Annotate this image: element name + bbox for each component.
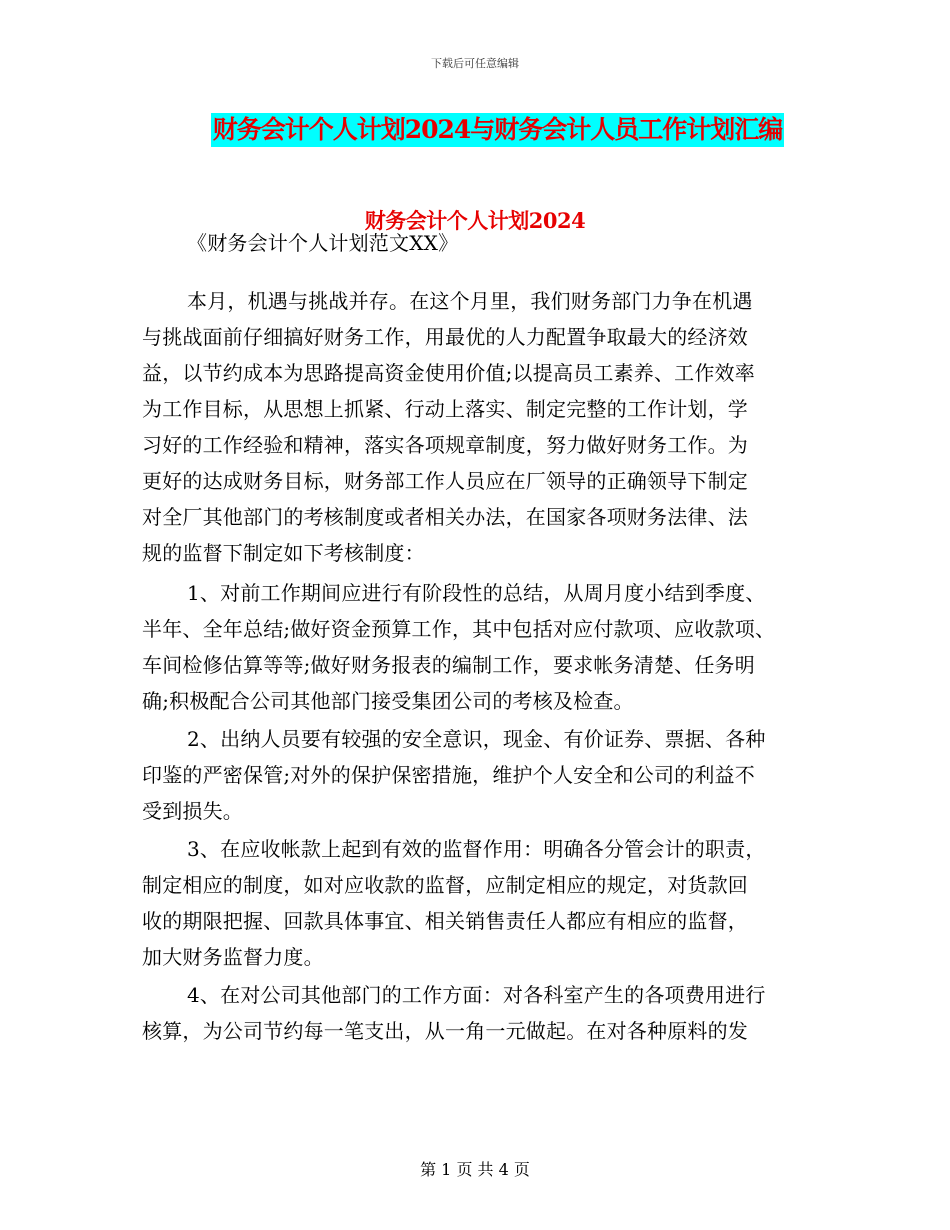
paragraph-line: 与挑战面前仔细搞好财务工作，用最优的人力配置争取最大的经济效 [142, 325, 748, 349]
paragraph-line: 益，以节约成本为思路提高资金使用价值;以提高员工素养、工作效率 [142, 361, 755, 385]
paragraph-line: 习好的工作经验和精神，落实各项规章制度，努力做好财务工作。为 [142, 433, 748, 457]
header-note: 下载后可任意编辑 [431, 57, 519, 70]
paragraph-line: 规的监督下制定如下考核制度： [142, 541, 425, 565]
paragraph-line: 更好的达成财务目标，财务部工作人员应在厂领导的正确领导下制定 [142, 469, 748, 493]
paragraph-line: 对全厂其他部门的考核制度或者相关办法，在国家各项财务法律、法 [142, 505, 748, 529]
page-number-footer: 第 1 页 共 4 页 [420, 1160, 530, 1179]
paragraph-line: 4、在对公司其他部门的工作方面：对各科室产生的各项费用进行 [187, 983, 766, 1007]
main-title: 财务会计个人计划2024与财务会计人员工作计划汇编 [211, 113, 785, 147]
main-title-wrap [0, 113, 950, 147]
paragraph-line: 收的期限把握、回款具体事宜、相关销售责任人都应有相应的监督， [142, 909, 748, 933]
paragraph-line: 本月，机遇与挑战并存。在这个月里，我们财务部门力争在机遇 [187, 289, 753, 313]
paragraph-line: 3、在应收帐款上起到有效的监督作用：明确各分管会计的职责， [187, 837, 766, 861]
paragraph-line: 确;积极配合公司其他部门接受集团公司的考核及检查。 [142, 689, 634, 713]
paragraph-line: 半年、全年总结;做好资金预算工作，其中包括对应付款项、应收款项、 [142, 617, 776, 641]
paragraph-line: 2、出纳人员要有较强的安全意识，现金、有价证券、票据、各种 [187, 727, 766, 751]
sub-title: 财务会计个人计划2024 [364, 208, 586, 233]
paragraph-line: 印鉴的严密保管;对外的保护保密措施，维护个人安全和公司的利益不 [142, 763, 755, 787]
paragraph-line: 《财务会计个人计划范文XX》 [187, 231, 459, 255]
paragraph-line: 为工作目标，从思想上抓紧、行动上落实、制定完整的工作计划，学 [142, 397, 748, 421]
paragraph-line: 受到损失。 [142, 799, 243, 823]
paragraph-line: 核算，为公司节约每一笔支出，从一角一元做起。在对各种原料的发 [142, 1019, 748, 1043]
paragraph-line: 1、对前工作期间应进行有阶段性的总结，从周月度小结到季度、 [187, 581, 766, 605]
paragraph-line: 制定相应的制度，如对应收款的监督，应制定相应的规定，对货款回 [142, 873, 748, 897]
paragraph-line: 车间检修估算等等;做好财务报表的编制工作，要求帐务清楚、任务明 [142, 653, 755, 677]
paragraph-line: 加大财务监督力度。 [142, 945, 324, 969]
